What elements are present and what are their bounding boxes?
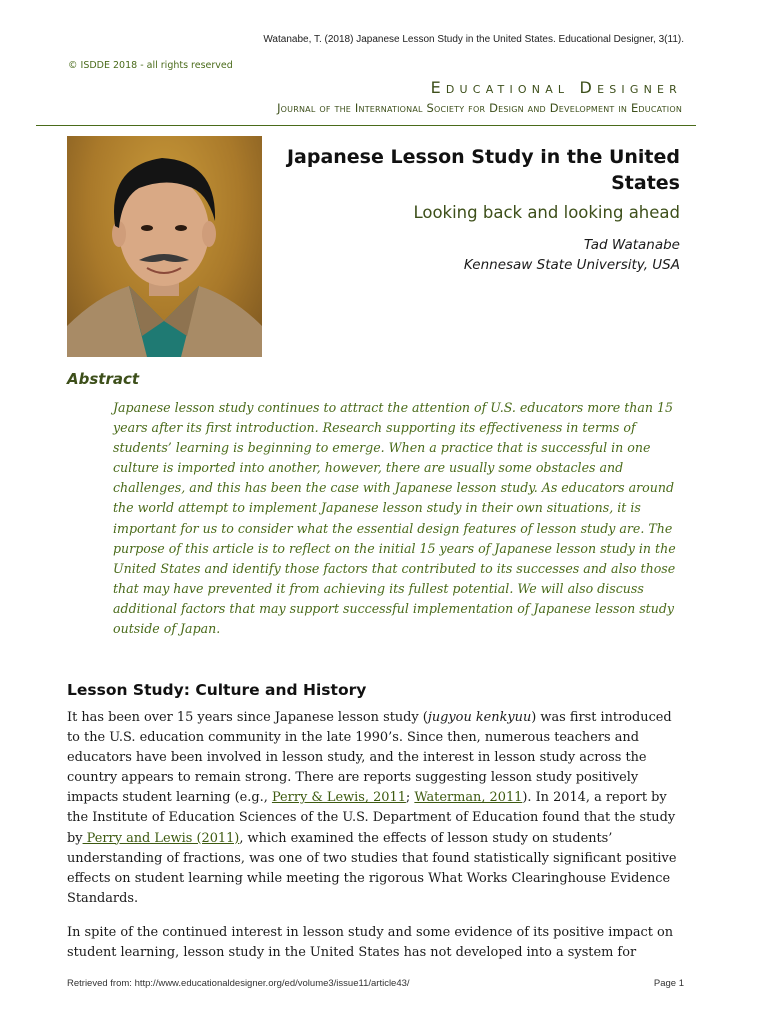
reference-link-waterman[interactable]: Waterman, 2011 <box>414 790 523 806</box>
citation-line: Watanabe, T. (2018) Japanese Lesson Study in the United States. Educational Designer, 3(11). <box>263 34 684 45</box>
retrieved-from-footer: Retrieved from: http://www.educationaldesigner.org/ed/volume3/issue11/article43/ <box>67 978 410 989</box>
section-heading: Lesson Study: Culture and History <box>67 681 367 699</box>
header-rule <box>36 125 696 126</box>
copyright-notice: © ISDDE 2018 - all rights reserved <box>68 60 233 71</box>
p1-text-a: It has been over 15 years since Japanese lesson study ( <box>67 710 428 725</box>
page-number: Page 1 <box>653 978 684 989</box>
p1-separator: ; <box>405 790 415 806</box>
article-title: Japanese Lesson Study in the United States <box>286 146 680 194</box>
reference-link-perry-lewis-2[interactable]: Perry and Lewis (2011) <box>82 830 240 846</box>
author-photo <box>67 136 262 357</box>
body-paragraph-2: In spite of the continued interest in lesson study and some evidence of its positive impact on student learning, lesson study in the United States has not developed into a system for <box>67 925 674 961</box>
p1-text-d: , which examined the effects of lesson study on students’ understanding of fractions, was one of two studies that found statistically significant positive effects on student learning while meeting the rigorous What Works Clearinghouse Evidence Standards. <box>67 830 677 906</box>
p1-text-b: ) was first introduced to the U.S. education community in the late 1990’s. Since then, numerous teachers and educators have been involved in lesson study, and the interest in lesson study across the country appears to remain strong. There are reports suggesting lesson study positively impacts student learning (e.g., <box>67 710 672 806</box>
p1-text-c: ). In 2014, a report by the Institute of Education Sciences of the U.S. Department of Education found that the study by <box>67 790 676 846</box>
abstract-heading: Abstract <box>67 370 140 388</box>
p1-japanese-term: jugyou kenkyuu <box>427 710 532 725</box>
abstract-text: Japanese lesson study continues to attract the attention of U.S. educators more than 15 years after its first introduction. Research supporting its effectiveness in terms of students’ learning is beginning to emerge. When a practice that is successful in one culture is imported into another, however, there are usually some obstacles and challenges, and this has been the case with Japanese lesson study. As educators around the world attempt to implement Japanese lesson study in their own situations, it is important for us to consider what the essential design features of lesson study are. The purpose of this article is to reflect on the initial 15 years of Japanese lesson study in the United States and identify those factors that contributed to its successes and also those that may have prevented it from achieving its fullest potential. We will also discuss additional factors that may support successful implementation of Japanese lesson study outside of Japan. <box>113 400 676 637</box>
author-affiliation: Kennesaw State University, USA <box>463 257 680 273</box>
author-block <box>464 235 680 275</box>
article-subtitle: Looking back and looking ahead <box>413 203 680 222</box>
journal-subtitle: Journal of the International Society for Design and Development in Education <box>277 101 682 115</box>
author-portrait-illustration <box>67 136 262 357</box>
reference-link-perry-lewis[interactable]: Perry & Lewis, 2011 <box>271 790 406 806</box>
journal-title: Educational Designer <box>430 78 682 97</box>
body-paragraph-1 <box>67 708 687 909</box>
author-name: Tad Watanabe <box>583 237 680 253</box>
